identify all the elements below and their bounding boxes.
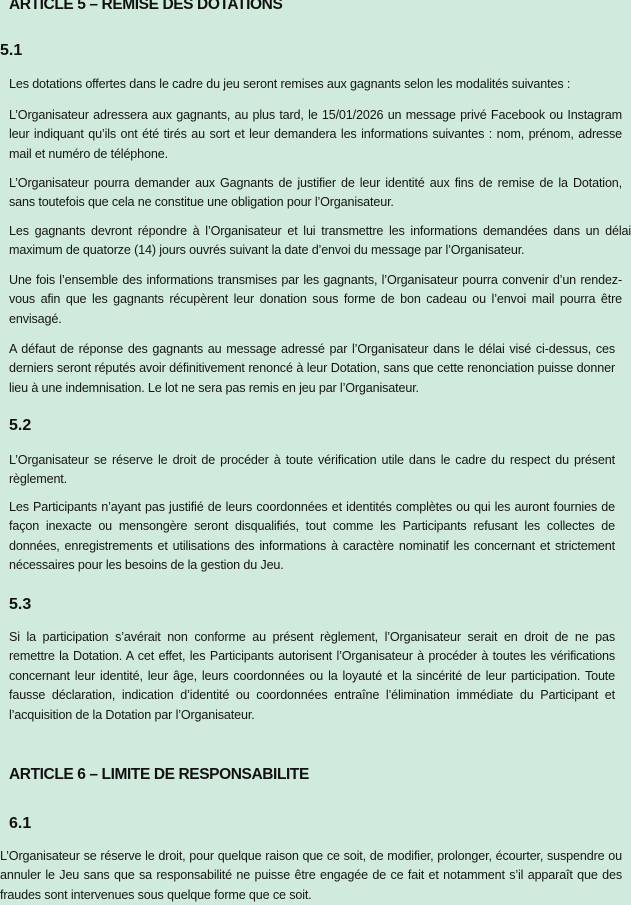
article-5-title: ARTICLE 5 – REMISE DES DOTATIONS [9, 0, 283, 13]
paragraph-5-1-a: Les dotations offertes dans le cadre du jeu seront remises aux gagnants selon les modalités suivantes : [9, 77, 571, 91]
paragraph-5-1-c: L’Organisateur pourra demander aux Gagnants de justifier de leur identité aux fins de remise de la Dotation, sans toutefois que cela ne constitue une obligation pour l’Organisateur. [9, 176, 622, 210]
section-5-2-title: 5.2 [9, 417, 32, 434]
paragraph-5-1-d: Les gagnants devront répondre à l’Organisateur et lui transmettre les informations demandées dans un délai maximum de quatorze (14) jours ouvrés suivant la date d’envoi du message par l’Organisateur. [9, 224, 631, 258]
section-5-3-title: 5.3 [9, 596, 32, 613]
paragraph-5-1-f: A défaut de réponse des gagnants au message adressé par l’Organisateur dans le délai visé ci-dessus, ces derniers seront réputés avoir définitivement renoncé à leur Dotation, sans que cette renonciation puisse donner lieu à une indemnisation. Le lot ne sera pas remis en jeu par l’Organisateur. [9, 342, 615, 395]
paragraph-5-1-b: L’Organisateur adressera aux gagnants, au plus tard, le 15/01/2026 un message privé Facebook ou Instagram leur indiquant qu’ils ont été tirés au sort et leur demandera les informations suivantes : nom, prénom, adresse mail et numéro de téléphone. [9, 108, 622, 161]
section-6-1-title: 6.1 [9, 815, 32, 832]
paragraph-5-2-a: L’Organisateur se réserve le droit de procéder à toute vérification utile dans le cadre du respect du présent règlement. [9, 453, 615, 487]
article-6-title: ARTICLE 6 – LIMITE DE RESPONSABILITE [9, 766, 309, 783]
paragraph-5-1-e: Une fois l’ensemble des informations transmises par les gagnants, l’Organisateur pourra convenir d’un rendez-vous afin que les gagnants récupèrent leur donation sous forme de bon cadeau ou l’envoi mail pourra être envisagé. [9, 273, 622, 326]
paragraph-6-1-a: L’Organisateur se réserve le droit, pour quelque raison que ce soit, de modifier, prolonger, écourter, suspendre ou annuler le Jeu sans que sa responsabilité ne puisse être engagée de ce fait et notamment s’il apparaît que des fraudes sont intervenues sous quelque forme que ce soit. [0, 849, 622, 902]
section-5-1-title: 5.1 [0, 42, 23, 59]
paragraph-5-2-b: Les Participants n’ayant pas justifié de leurs coordonnées et identités complètes ou qui les auront fournies de façon inexacte ou mensongère seront disqualifiés, tout comme les Participants refusant les collectes de données, enregistrements et utilisations des informations à caractère nominatif les concernant et strictement nécessaires pour les besoins de la gestion du Jeu. [9, 500, 615, 573]
paragraph-5-3-a: Si la participation s’avérait non conforme au présent règlement, l’Organisateur serait en droit de ne pas remettre la Dotation. A cet effet, les Participants autorisent l’Organisateur à procéder à toutes les vérifications concernant leur identité, leur âge, leurs coordonnées ou la loyauté et la sincérité de leur participation. Toute fausse déclaration, indication d’identité ou coordonnées entraîne l’élimination immédiate du Participant et l’acquisition de la Dotation par l’Organisateur. [9, 630, 615, 722]
